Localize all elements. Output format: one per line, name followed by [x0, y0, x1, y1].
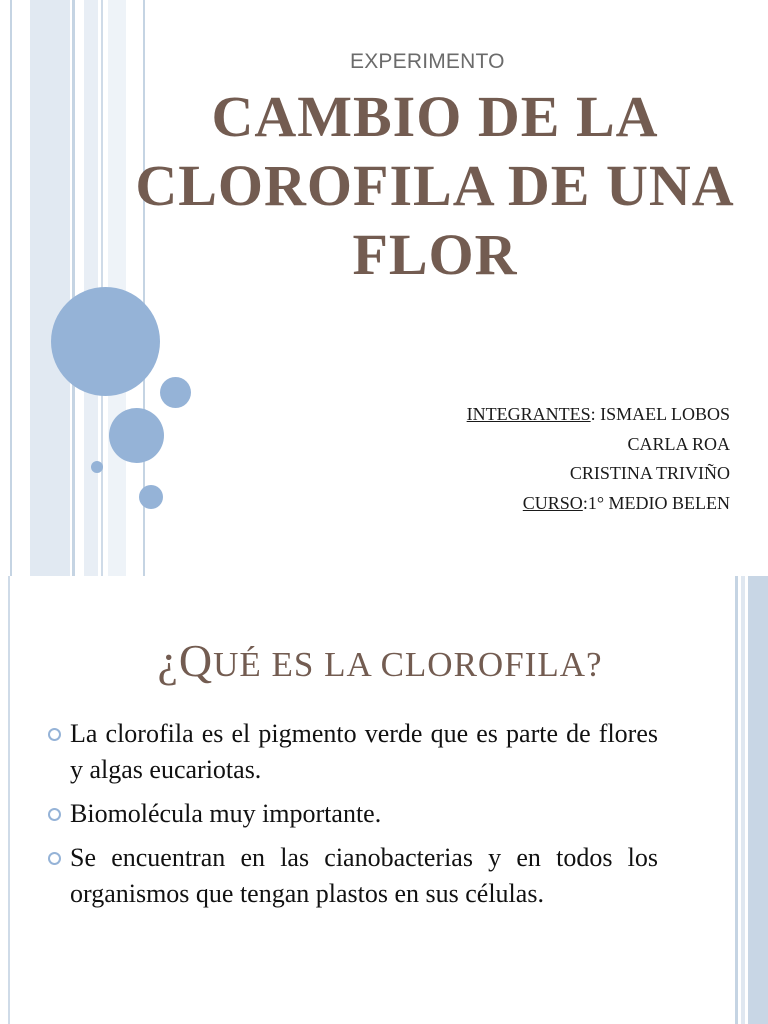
bullet-text: La clorofila es el pigmento verde que es parte de flores y algas eucariotas.	[70, 719, 658, 784]
bullet-text: Biomolécula muy importante.	[70, 799, 382, 828]
curso-line	[467, 489, 730, 519]
decorative-circle	[160, 377, 191, 408]
list-item	[46, 796, 658, 832]
circle-bullet-icon	[48, 808, 61, 821]
circle-bullet-icon	[48, 728, 61, 741]
integrantes-separator: :	[590, 404, 601, 424]
curso-value: :1° MEDIO BELEN	[582, 492, 730, 513]
decorative-circle	[109, 408, 164, 463]
slide-title	[0, 634, 760, 687]
members-line	[467, 400, 730, 430]
bullet-text: Se encuentran en las cianobacterias y en todos los organismos que tengan plastos en sus células.	[70, 843, 658, 908]
decorative-circle	[51, 287, 160, 396]
decorative-circle	[139, 485, 163, 509]
decorative-stripe	[72, 0, 75, 576]
members-block	[467, 400, 730, 518]
title-rest: UÉ ES LA CLOROFILA?	[213, 645, 603, 684]
title-initial: ¿Q	[157, 635, 214, 686]
member-name: ISMAEL LOBOS	[600, 404, 730, 424]
curso-label: CURSO	[522, 492, 583, 513]
circle-bullet-icon	[48, 852, 61, 865]
title-line: CAMBIO DE LA	[211, 84, 659, 149]
slide-subtitle: EXPERIMENTO	[350, 50, 505, 73]
slide-content	[0, 576, 768, 1024]
member-name: CRISTINA TRIVIÑO	[569, 463, 730, 483]
decorative-stripe	[30, 0, 70, 576]
decorative-stripe	[10, 0, 12, 576]
title-line: FLOR	[352, 222, 518, 287]
member-name: CARLA ROA	[627, 433, 730, 454]
title-line: CLOROFILA DE UNA	[135, 153, 735, 218]
decorative-circle	[91, 461, 103, 473]
slide-title	[100, 82, 768, 289]
list-item	[46, 840, 658, 912]
integrantes-label: INTEGRANTES	[466, 404, 591, 424]
bullet-list	[46, 716, 658, 920]
list-item	[46, 716, 658, 788]
